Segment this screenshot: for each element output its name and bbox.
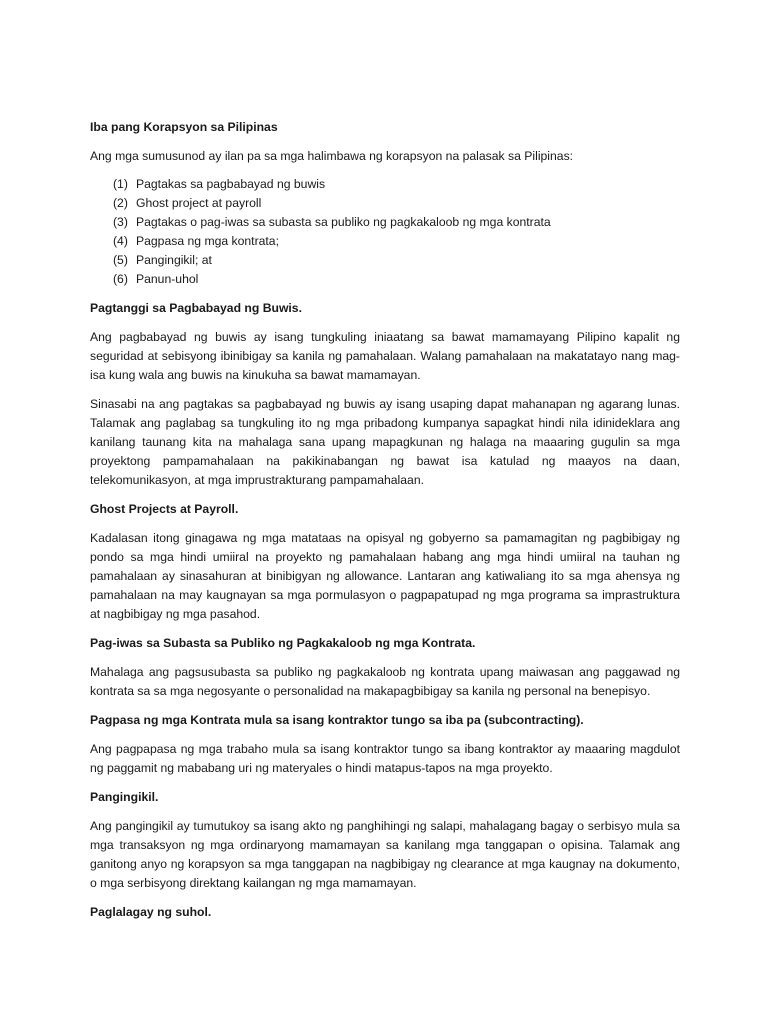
section-heading-extortion: Pangingikil.	[90, 790, 159, 804]
list-text: Pagtakas sa pagbabayad ng buwis	[136, 177, 326, 191]
list-number: (3)	[113, 215, 128, 229]
corruption-list	[90, 175, 680, 289]
document-title: Iba pang Korapsyon sa Pilipinas	[90, 120, 278, 134]
document-page	[90, 118, 680, 932]
paragraph: Mahalaga ang pagsusubasta sa publiko ng pagkakaloob ng kontrata upang maiwasan ang paggawad ng kontrata sa sa mga negosyante o personalidad na makapagbibigay sa kanila ng personal na benepisyo.	[90, 665, 680, 698]
list-item	[113, 251, 680, 270]
list-number: (1)	[113, 177, 128, 191]
paragraph: Ang pagbabayad ng buwis ay isang tungkuling iniaatang sa bawat mamamayang Pilipino kapalit ng seguridad at sebisyong ibinibigay sa kanila ng pamahalaan. Walang pamahalaan na makatatayo nang mag-isa kung wala ang buwis na kinukuha sa bawat mamamayan.	[90, 330, 680, 382]
list-number: (2)	[113, 196, 128, 210]
list-text: Panun-uhol	[136, 272, 199, 286]
section-heading-tax: Pagtanggi sa Pagbabayad ng Buwis.	[90, 301, 302, 315]
paragraph: Ang pagpapasa ng mga trabaho mula sa isang kontraktor tungo sa ibang kontraktor ay maaaring magdulot ng paggamit ng mababang uri ng materyales o hindi matapus-tapos na mga proyekto.	[90, 742, 680, 775]
list-text: Pagpasa ng mga kontrata;	[136, 234, 279, 248]
list-item	[113, 270, 680, 289]
list-number: (5)	[113, 253, 128, 267]
list-text: Pagtakas o pag-iwas sa subasta sa publiko ng pagkakaloob ng mga kontrata	[136, 215, 551, 229]
paragraph: Ang pangingikil ay tumutukoy sa isang akto ng panghihingi ng salapi, mahalagang bagay o serbisyo mula sa mga transaksyon ng mga ordinaryong mamamayan sa kanilang mga tanggapan o opisina. Talamak ang ganitong anyo ng korapsyon sa mga tanggapan na nagbibigay ng clearance at mga kaugnay na dokumento, o mga serbisyong direktang kailangan ng mga mamamayan.	[90, 819, 680, 890]
list-number: (6)	[113, 272, 128, 286]
paragraph: Sinasabi na ang pagtakas sa pagbabayad ng buwis ay isang usaping dapat mahanapan ng agarang lunas. Talamak ang paglabag sa tungkuling ito ng mga pribadong kumpanya sapagkat hindi nila idinideklara ang kanilang taunang kita na mahalaga sana upang mapagkunan ng halaga na maaaring gugulin sa mga proyektong pampamahalaan na pakikinabangan ng bawat isa katulad ng maayos na daan, telekomunikasyon, at mga imprustrakturang pampamahalaan.	[90, 397, 680, 487]
paragraph: Kadalasan itong ginagawa ng mga matataas na opisyal ng gobyerno sa pamamagitan ng pagbibigay ng pondo sa mga hindi umiiral na proyekto ng pamahalaan habang ang mga hindi umiiral na tauhan ng pamahalaan ay sinasahuran at binibigyan ng allowance. Lantaran ang katiwaliang ito sa mga ahensya ng pamahalaan na may kaugnayan sa mga pormulasyon o pagpapatupad ng mga programa sa imprastruktura at nagbibigay ng mga pasahod.	[90, 531, 680, 621]
intro-paragraph: Ang mga sumusunod ay ilan pa sa mga halimbawa ng korapsyon na palasak sa Pilipinas:	[90, 149, 574, 163]
list-item	[113, 175, 680, 194]
list-item	[113, 213, 680, 232]
list-text: Pangingikil; at	[136, 253, 212, 267]
section-heading-public-bidding: Pag-iwas sa Subasta sa Publiko ng Pagkakaloob ng mga Kontrata.	[90, 636, 476, 650]
section-heading-bribery: Paglalagay ng suhol.	[90, 905, 212, 919]
section-heading-ghost-projects: Ghost Projects at Payroll.	[90, 502, 239, 516]
list-item	[113, 194, 680, 213]
list-item	[113, 232, 680, 251]
list-number: (4)	[113, 234, 128, 248]
list-text: Ghost project at payroll	[136, 196, 262, 210]
section-heading-subcontracting: Pagpasa ng mga Kontrata mula sa isang kontraktor tungo sa iba pa (subcontracting).	[90, 713, 584, 727]
